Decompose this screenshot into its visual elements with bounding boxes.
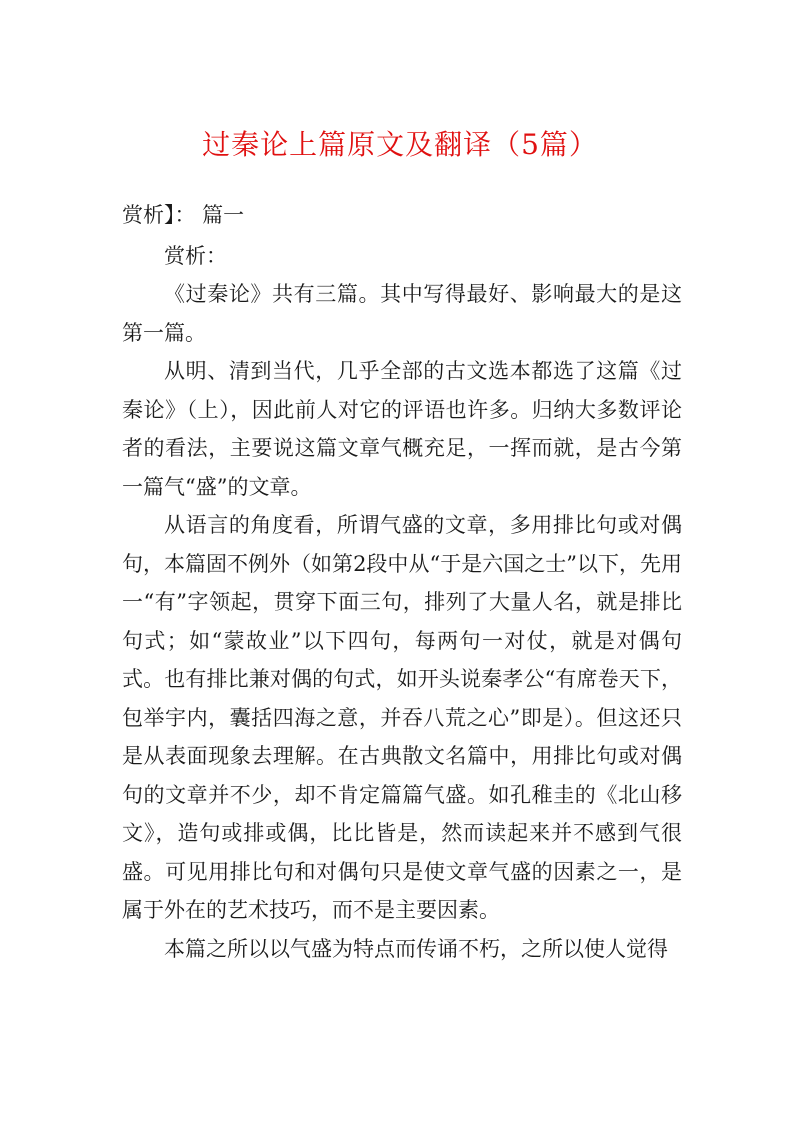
document-body bbox=[122, 196, 682, 968]
paragraph-heading: 赏析】： 篇一 bbox=[122, 203, 245, 227]
paragraph-section-label: 赏析： bbox=[164, 243, 227, 268]
paragraph: 从语言的角度看，所谓气盛的文章，多用排比句或对偶句，本篇固不例外（如第2段中从“于是六国之士”以下，先用一“有”字领起，贯穿下面三句，排列了大量人名，就是排比句式；如“蒙故业”以下四句，每两句一对仗，就是对偶句式。也有排比兼对偶的句式，如开头说秦孝公“有席卷天下，包举宇内，囊括四海之意，并吞八荒之心”即是）。但这还只是从表面现象去理解。在古典散文名篇中，用排比句或对偶句的文章并不少，却不肯定篇篇气盛。如孔稚圭的《北山移文》，造句或排或偶，比比皆是，然而读起来并不感到气很盛。可见用排比句和对偶句只是使文章气盛的因素之一，是属于外在的艺术技巧，而不是主要因素。 bbox=[122, 513, 682, 922]
paragraph: 本篇之所以以气盛为特点而传诵不朽，之所以使人觉得 bbox=[164, 936, 668, 961]
paragraph: 《过秦论》共有三篇。其中写得最好、影响最大的是这第一篇。 bbox=[122, 282, 682, 345]
paragraph: 从明、清到当代，几乎全部的古文选本都选了这篇《过秦论》（上），因此前人对它的评语也许多。归纳大多数评论者的看法，主要说这篇文章气概充足，一挥而就，是古今第一篇气“盛”的文章。 bbox=[122, 359, 682, 499]
document-title: 过秦论上篇原文及翻译（5篇） bbox=[202, 128, 598, 161]
